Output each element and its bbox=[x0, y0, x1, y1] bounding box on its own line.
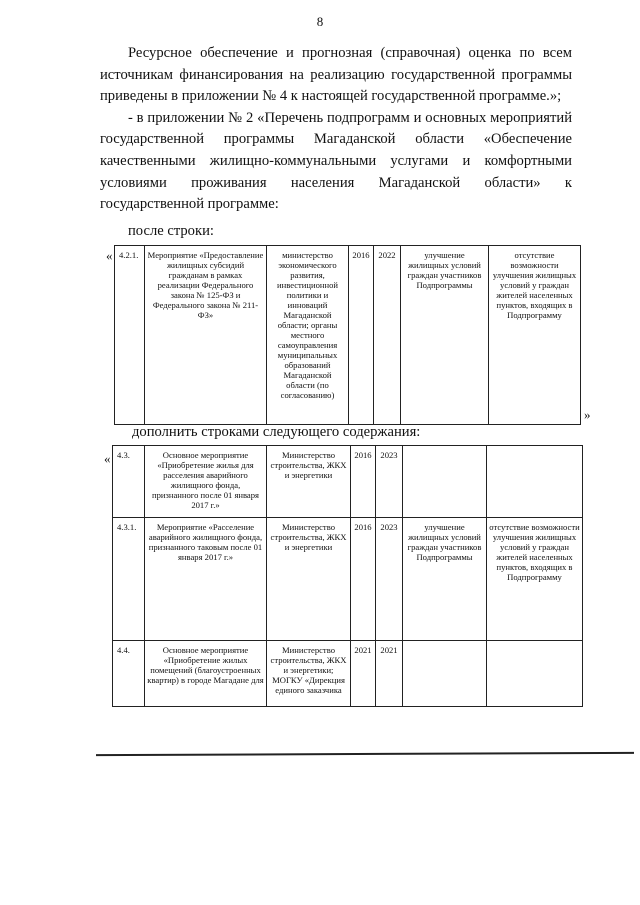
row-consequence bbox=[487, 446, 583, 518]
row-name: Мероприятие «Расселение аварийного жилищного фонда, признанного таковым после 01 января 2017 г.» bbox=[145, 518, 267, 641]
row-number: 4.3. bbox=[113, 446, 145, 518]
row-number: 4.2.1. bbox=[115, 246, 145, 425]
table-row bbox=[115, 246, 581, 425]
row-name: Основное мероприятие «Приобретение жилых помещений (благоустроенных квартир) в городе Магадане для bbox=[145, 641, 267, 707]
row-number: 4.4. bbox=[113, 641, 145, 707]
row-end-year: 2021 bbox=[376, 641, 403, 707]
row-consequence: отсутствие возможности улучшения жилищных условий у граждан жителей населенных пунктов, входящих в Подпрограмму bbox=[489, 246, 581, 425]
paragraph-appendix: - в приложении № 2 «Перечень подпрограмм и основных мероприятий государственной программы Магаданской области «Обеспечение качественными жилищно-коммунальными услугами и комфортными условиями проживания населения Магаданской области» к государственной программе: bbox=[100, 109, 572, 213]
row-result: улучшение жилищных условий граждан участников Подпрограммы bbox=[401, 246, 489, 425]
row-executor: Министерство строительства, ЖКХ и энергетики bbox=[267, 518, 351, 641]
table-row bbox=[113, 518, 583, 641]
row-executor: Министерство строительства, ЖКХ и энергетики bbox=[267, 446, 351, 518]
row-consequence bbox=[487, 641, 583, 707]
row-start-year: 2016 bbox=[351, 518, 376, 641]
row-result bbox=[403, 641, 487, 707]
existing-rows-table bbox=[114, 245, 581, 425]
row-start-year: 2016 bbox=[351, 446, 376, 518]
page-bottom-rule bbox=[96, 752, 634, 756]
page-number: 8 bbox=[316, 14, 324, 29]
paragraph-resources: Ресурсное обеспечение и прогнозная (справочная) оценка по всем источникам финансирования на реализацию государственной программы приведены в приложении № 4 к настоящей государственной программе.»; bbox=[100, 45, 572, 105]
row-consequence: отсутствие возможности улучшения жилищных условий у граждан жителей населенных пунктов, входящих в Подпрограмму bbox=[487, 518, 583, 641]
row-end-year: 2023 bbox=[376, 446, 403, 518]
row-name: Мероприятие «Предоставление жилищных субсидий гражданам в рамках реализации Федерального закона № 125-ФЗ и Федерального закона № 211-ФЗ» bbox=[145, 246, 267, 425]
row-end-year: 2022 bbox=[374, 246, 401, 425]
row-start-year: 2016 bbox=[349, 246, 374, 425]
quote-open-1: « bbox=[106, 248, 113, 263]
row-end-year: 2023 bbox=[376, 518, 403, 641]
new-rows-table bbox=[112, 445, 583, 707]
add-rows-label: дополнить строками следующего содержания: bbox=[132, 424, 421, 440]
table-row bbox=[113, 446, 583, 518]
row-executor: министерство экономического развития, инвестиционной политики и инноваций Магаданской области; органы местного самоуправления муниципальных образований Магаданской области (по согласованию) bbox=[267, 246, 349, 425]
row-result bbox=[403, 446, 487, 518]
quote-close-1: » bbox=[584, 407, 591, 422]
row-result: улучшение жилищных условий граждан участников Подпрограммы bbox=[403, 518, 487, 641]
quote-open-2: « bbox=[104, 451, 111, 466]
row-executor: Министерство строительства, ЖКХ и энергетики; МОГКУ «Дирекция единого заказчика bbox=[267, 641, 351, 707]
row-number: 4.3.1. bbox=[113, 518, 145, 641]
after-rows-label: после строки: bbox=[128, 223, 214, 239]
row-name: Основное мероприятие «Приобретение жилья для расселения аварийного жилищного фонда, признанного после 01 января 2017 г.» bbox=[145, 446, 267, 518]
row-start-year: 2021 bbox=[351, 641, 376, 707]
table-row bbox=[113, 641, 583, 707]
body-text bbox=[100, 43, 572, 216]
